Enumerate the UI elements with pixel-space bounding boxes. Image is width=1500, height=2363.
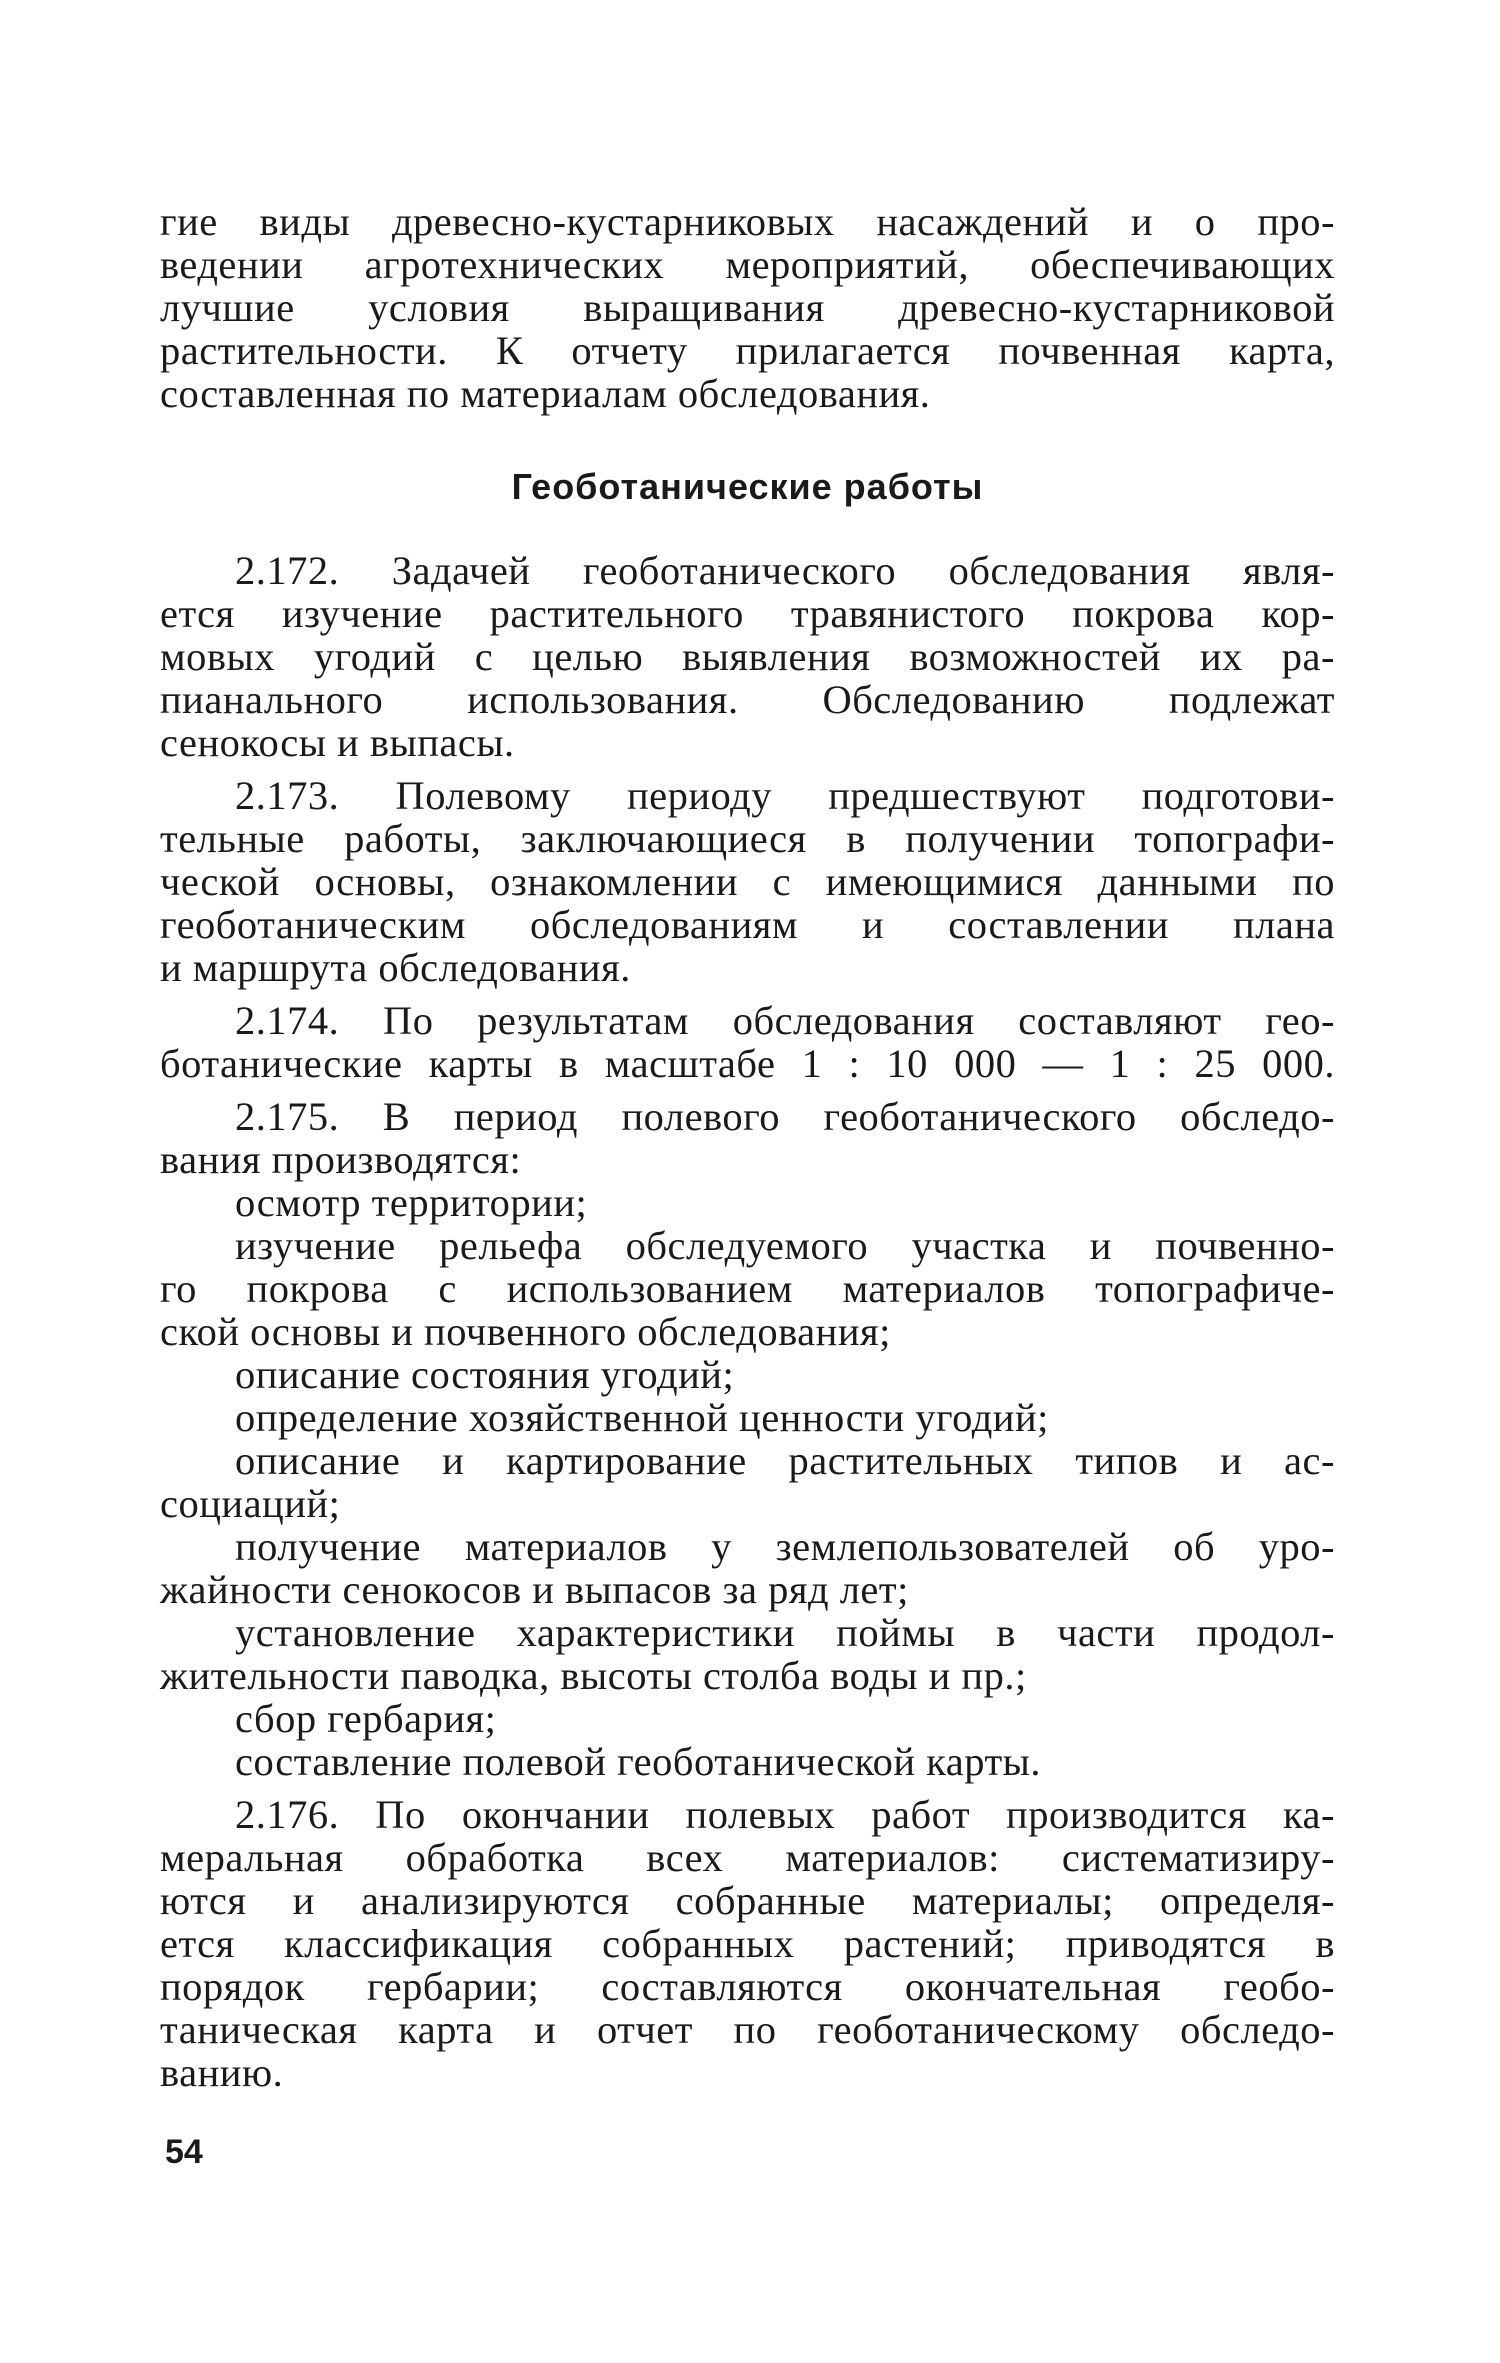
text-line: изучение рельефа обследуемого участка и почвенно- — [235, 1223, 1335, 1268]
text-line: жайности сенокосов и выпасов за ряд лет; — [160, 1567, 909, 1612]
intro-paragraph — [160, 200, 1335, 415]
text-line: ской основы и почвенного обследования; — [160, 1309, 891, 1354]
text-line: ется классификация собранных растений; приводятся в — [160, 1921, 1335, 1966]
text-line: 2.176. По окончании полевых работ производится ка- — [235, 1792, 1335, 1837]
text-line: тельные работы, заключающиеся в получении топографи- — [160, 816, 1335, 861]
text-line: ческой основы, ознакомлении с имеющимися данными по — [160, 859, 1335, 904]
text-line: 2.172. Задачей геоботанического обследования явля- — [235, 548, 1335, 593]
paragraph-2-174 — [160, 999, 1335, 1085]
text-line: социаций; — [160, 1481, 341, 1526]
list-item — [160, 1740, 1335, 1783]
text-line: таническая карта и отчет по геоботаническому обследо- — [160, 2007, 1335, 2052]
text-line: ведении агротехнических мероприятий, обеспечивающих — [160, 242, 1335, 287]
text-line: геоботаническим обследованиям и составлении плана — [160, 902, 1335, 947]
list-item — [160, 1611, 1335, 1697]
text-line: жительности паводка, высоты столба воды и пр.; — [160, 1653, 1027, 1698]
list-item — [160, 1697, 1335, 1740]
text-line: составленная по материалам обследования. — [160, 371, 931, 416]
list-item — [160, 1525, 1335, 1611]
text-line: 2.174. По результатам обследования составляют гео- — [235, 998, 1335, 1043]
text-line: пианального использования. Обследованию подлежат — [160, 677, 1335, 722]
page-text — [160, 200, 1335, 2094]
text-line: и маршрута обследования. — [160, 945, 631, 990]
text-line: меральная обработка всех материалов: систематизиру- — [160, 1835, 1335, 1880]
list-item — [160, 1353, 1335, 1396]
text-line: вания производятся: — [160, 1137, 522, 1182]
text-line: осмотр территории; — [235, 1180, 588, 1225]
text-line: ботанические карты в масштабе 1 : 10 000 — 1 : 25 000. — [160, 1041, 1335, 1086]
text-line: мовых угодий с целью выявления возможностей их ра- — [160, 634, 1335, 679]
text-line: сенокосы и выпасы. — [160, 720, 515, 765]
text-line: описание состояния угодий; — [235, 1352, 735, 1397]
text-line: получение материалов у землепользователей об уро- — [235, 1524, 1335, 1569]
text-line: составление полевой геоботанической карты. — [235, 1739, 1042, 1784]
text-line: порядок гербарии; составляются окончательная геобо- — [160, 1964, 1335, 2009]
list-item — [160, 1396, 1335, 1439]
list-item — [160, 1439, 1335, 1525]
text-line: определение хозяйственной ценности угодий; — [235, 1395, 1049, 1440]
text-line: го покрова с использованием материалов топографиче- — [160, 1266, 1335, 1311]
list-item — [160, 1224, 1335, 1353]
text-line: ются и анализируются собранные материалы; определя- — [160, 1878, 1335, 1923]
text-line: сбор гербария; — [235, 1696, 497, 1741]
section-heading: Геоботанические работы — [511, 466, 984, 507]
text-line: лучшие условия выращивания древесно-кустарниковой — [160, 285, 1335, 330]
paragraph-2-173 — [160, 774, 1335, 989]
paragraph-2-175 — [160, 1095, 1335, 1181]
paragraph-2-176 — [160, 1793, 1335, 2094]
text-line: ется изучение растительного травянистого покрова кор- — [160, 591, 1335, 636]
text-line: ванию. — [160, 2050, 284, 2095]
text-line: растительности. К отчету прилагается почвенная карта, — [160, 328, 1335, 373]
text-line: 2.175. В период полевого геоботанического обследо- — [235, 1094, 1335, 1139]
text-line: гие виды древесно-кустарниковых насаждений и о про- — [160, 199, 1335, 244]
list-item — [160, 1181, 1335, 1224]
activity-list — [160, 1181, 1335, 1783]
text-line: установление характеристики поймы в части продол- — [235, 1610, 1335, 1655]
page-number: 54 — [165, 2133, 203, 2171]
paragraph-2-172 — [160, 549, 1335, 764]
text-line: описание и картирование растительных типов и ас- — [235, 1438, 1335, 1483]
text-line: 2.173. Полевому периоду предшествуют подготови- — [235, 773, 1335, 818]
